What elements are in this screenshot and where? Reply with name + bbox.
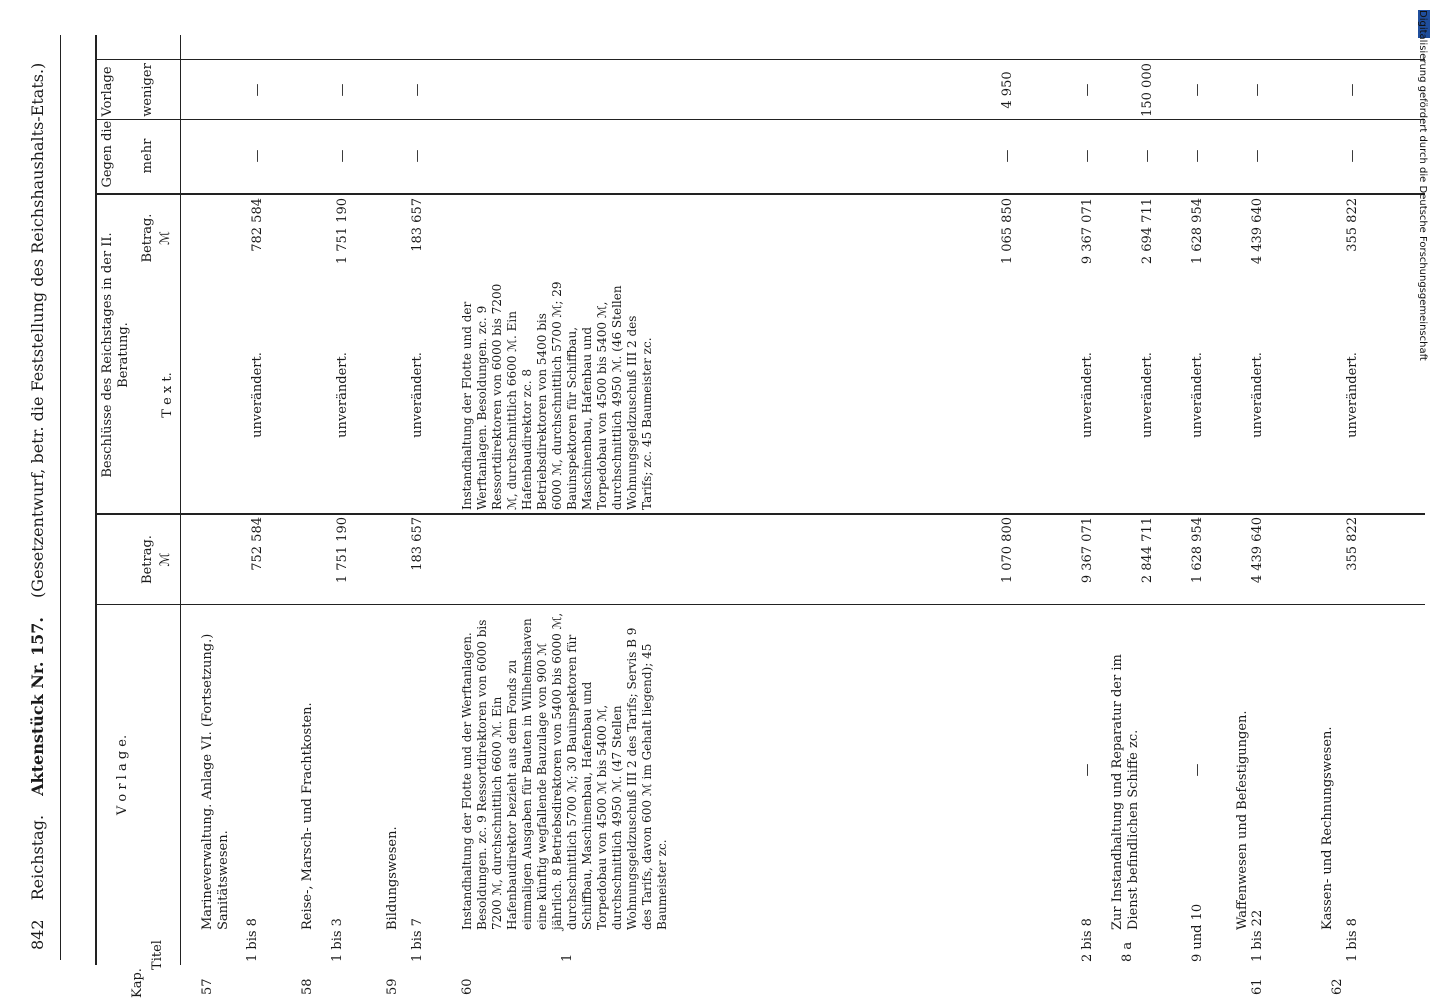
- betrag-cell: 355 822: [1345, 517, 1360, 571]
- weniger-cell: —: [250, 83, 265, 97]
- betrag2-cell: 9 367 071: [1080, 198, 1095, 265]
- betrag-cell: 4 439 640: [1250, 517, 1265, 584]
- kap-cell: 58: [300, 978, 315, 995]
- mehr-cell: —: [1080, 149, 1095, 163]
- vorlage-cell: Kassen- und Rechnungswesen.: [1320, 726, 1335, 930]
- col-divider-betrag: [95, 604, 1425, 605]
- weniger-cell: 150 000: [1140, 63, 1155, 117]
- mehr-cell: —: [1000, 149, 1015, 163]
- header-rule: [60, 35, 61, 960]
- vorlage-cell: Marineverwaltung. Anlage VI. (Fortsetzung.) Sanitätswesen.: [200, 633, 231, 930]
- text-cell: unverändert.: [1140, 352, 1155, 438]
- vorlage-cell: Bildungswesen.: [385, 826, 400, 930]
- col-divider-betrag2: [95, 193, 1425, 195]
- header-gegen: Gegen die Vorlage: [100, 66, 115, 188]
- weniger-cell: —: [1190, 83, 1205, 97]
- header-beschluesse: Beschlüsse des Reichstages in der II. Beratung.: [100, 232, 131, 478]
- header-betrag2: Betrag.: [140, 213, 155, 263]
- table-rule-head: [180, 35, 181, 965]
- text-cell: unverändert.: [250, 352, 265, 438]
- mehr-cell: —: [335, 149, 350, 163]
- titel-cell: 1 bis 22: [1250, 909, 1265, 962]
- kap-cell: 59: [385, 978, 400, 995]
- digitization-notice-text: Digitalisierung gefördert durch die Deutsche Forschungsgemeinschaft: [1417, 10, 1428, 361]
- betrag2-cell: 2 694 711: [1140, 198, 1155, 265]
- header-vorlage: V o r l a g e.: [115, 734, 130, 816]
- betrag2-cell: 355 822: [1345, 198, 1360, 252]
- weniger-cell: —: [1250, 83, 1265, 97]
- titel-cell: 1 bis 3: [330, 918, 345, 962]
- betrag-cell: 752 584: [250, 517, 265, 571]
- text-cell: unverändert.: [1080, 352, 1095, 438]
- page-number: 842: [28, 919, 47, 950]
- kap-cell: 60: [460, 978, 475, 995]
- text-cell: unverändert.: [1250, 352, 1265, 438]
- text-cell: unverändert.: [335, 352, 350, 438]
- col-divider-mehr: [95, 59, 1425, 60]
- weniger-cell: —: [1080, 83, 1095, 97]
- mehr-cell: —: [1140, 149, 1155, 163]
- titel-cell: 8 a: [1120, 941, 1135, 962]
- mehr-cell: —: [1190, 149, 1205, 163]
- betrag2-cell: 183 657: [410, 198, 425, 252]
- digitization-notice: [1416, 10, 1430, 390]
- vorlage-cell: —: [1190, 763, 1205, 777]
- mehr-cell: —: [410, 149, 425, 163]
- table-rule-top: [95, 35, 97, 965]
- header-mark-2: ℳ: [158, 231, 173, 245]
- betrag-cell: 183 657: [410, 517, 425, 571]
- mehr-cell: —: [1250, 149, 1265, 163]
- kap-cell: 61: [1250, 978, 1265, 995]
- weniger-cell: —: [335, 83, 350, 97]
- mehr-cell: —: [250, 149, 265, 163]
- header-text: T e x t.: [160, 372, 175, 418]
- vorlage-cell: —: [1080, 763, 1095, 777]
- betrag2-cell: 1 628 954: [1190, 198, 1205, 265]
- mehr-cell: —: [1345, 149, 1360, 163]
- text-cell: unverändert.: [1190, 352, 1205, 438]
- col-divider-gegen: [95, 119, 1425, 120]
- betrag2-cell: 4 439 640: [1250, 198, 1265, 265]
- betrag2-cell: 1 065 850: [1000, 198, 1015, 265]
- header-kap: Kap.: [130, 968, 145, 998]
- vorlage-cell: Reise-, Marsch- und Frachtkosten.: [300, 702, 315, 930]
- text-cell: Instandhaltung der Flotte und der Werftanlagen. Besoldungen. zc. 9 Ressortdirektoren von 6000 bis 7200 ℳ, durchschnittlich 6600 ℳ. Ein Hafenbaudirektor zc. 8 Betriebsdirektoren von 5400 bis 6000 ℳ, durchschnittlich 5700 ℳ; 29 Bauinspektoren für Schiffbau, Maschinenbau, Hafenbau und Torpedobau von 4500 bis 5400 ℳ, durchschnittlich 4950 ℳ. (46 Stellen Wohnungsgeldzuschuß III 2 des Tarifs; zc. 45 Baumeister zc.: [460, 281, 654, 510]
- vorlage-cell: Zur Instandhaltung und Reparatur der im Dienst befindlichen Schiffe zc.: [1110, 654, 1141, 930]
- vorlage-cell: Waffenwesen und Befestigungen.: [1235, 710, 1250, 930]
- weniger-cell: —: [410, 83, 425, 97]
- betrag-cell: 9 367 071: [1080, 517, 1095, 584]
- titel-cell: 1 bis 7: [410, 918, 425, 962]
- col-divider-text: [95, 513, 1425, 515]
- titel-cell: 2 bis 8: [1080, 918, 1095, 962]
- betrag-cell: 1 628 954: [1190, 517, 1205, 584]
- vorlage-cell: Instandhaltung der Flotte und der Werftanlagen. Besoldungen. zc. 9 Ressortdirektoren von 6000 bis 7200 ℳ, durchschnittlich 6600 ℳ. Ein Hafenbaudirektor bezieht aus dem Fonds zu einmaligen Ausgaben für Bauten in Wilhelmshaven eine künftig wegfallende Bauzulage von 900 ℳ jährlich. 8 Betriebsdirektoren von 5400 bis 6000 ℳ, durchschnittlich 5700 ℳ; 30 Bauinspektoren für Schiffbau, Maschinenbau, Hafenbau und Torpedobau von 4500 ℳ bis 5400 ℳ, durchschnittlich 4950 ℳ. (47 Stellen Wohnungsgeldzuschuß III 2 des Tarifs; Servis B 9 des Tarifs, davon 600 ℳ im Gehalt liegend); 45 Baumeister zc.: [460, 612, 669, 930]
- header-mark-1: ℳ: [158, 552, 173, 567]
- header-mehr: mehr: [140, 138, 155, 174]
- titel-cell: 1 bis 8: [245, 918, 260, 962]
- text-cell: unverändert.: [1345, 352, 1360, 438]
- betrag-cell: 1 070 800: [1000, 517, 1015, 584]
- betrag-cell: 1 751 190: [335, 517, 350, 584]
- text-cell: unverändert.: [410, 352, 425, 438]
- kap-cell: 62: [1330, 978, 1345, 995]
- betrag-cell: 2 844 711: [1140, 517, 1155, 584]
- titel-cell: 9 und 10: [1190, 903, 1205, 962]
- document-subtitle: (Gesetzentwurf, betr. die Feststellung des Reichshaushalts-Etats.): [28, 62, 47, 598]
- header-weniger: weniger: [140, 63, 155, 117]
- weniger-cell: —: [1345, 83, 1360, 97]
- kap-cell: 57: [200, 978, 215, 995]
- betrag2-cell: 1 751 190: [335, 198, 350, 265]
- source-label: Reichstag.: [28, 814, 47, 901]
- titel-cell: 1 bis 8: [1345, 918, 1360, 962]
- header-betrag: Betrag.: [140, 535, 155, 584]
- page-header: [28, 62, 58, 950]
- weniger-cell: 4 950: [1000, 71, 1015, 109]
- document-label: Aktenstück Nr. 157.: [28, 617, 47, 796]
- betrag2-cell: 782 584: [250, 198, 265, 252]
- titel-cell: 1: [560, 953, 575, 962]
- header-titel: Titel: [150, 940, 165, 970]
